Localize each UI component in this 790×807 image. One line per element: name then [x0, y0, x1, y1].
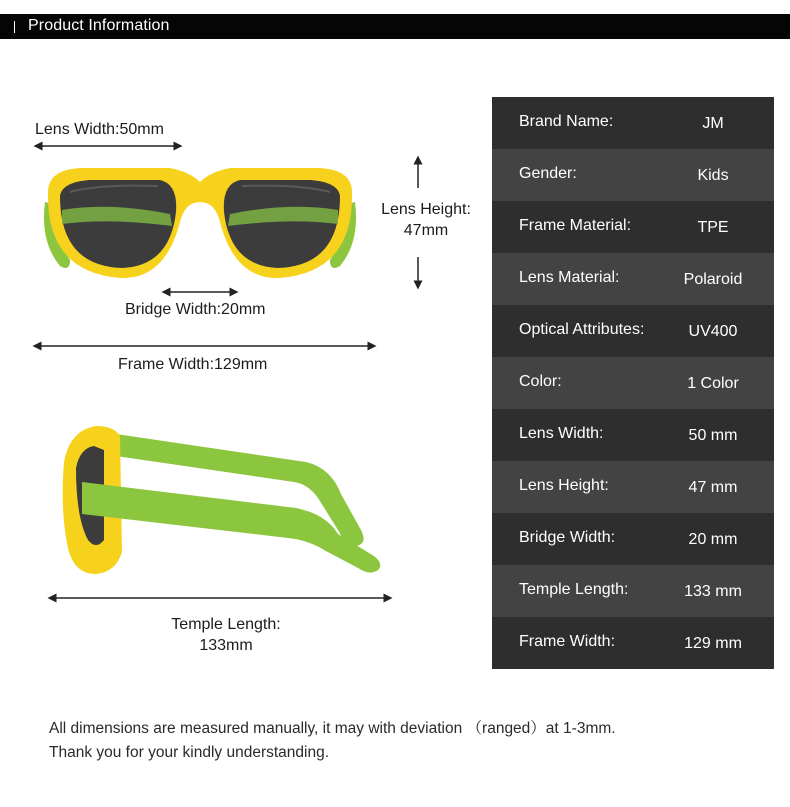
header-divider [14, 21, 15, 33]
spec-value: 129 mm [684, 635, 742, 652]
spec-row [492, 357, 774, 409]
spec-label: Lens Height: [519, 477, 609, 494]
section-header [0, 14, 790, 39]
spec-row [492, 409, 774, 461]
spec-value: UV400 [688, 323, 738, 340]
temple-length-label-line1: Temple Length: [171, 616, 281, 633]
spec-row [492, 149, 774, 201]
spec-row [492, 201, 774, 253]
spec-label: Frame Width: [519, 633, 616, 650]
spec-value: 133 mm [684, 583, 742, 600]
spec-value: 47 mm [688, 479, 738, 496]
spec-label: Temple Length: [519, 581, 629, 598]
frame-width-label: Frame Width:129mm [118, 356, 268, 373]
measurement-note: All dimensions are measured manually, it may with deviation （ranged）at 1-3mm. [49, 720, 616, 737]
temple-length-label [150, 616, 302, 655]
bridge-width-label: Bridge Width:20mm [125, 301, 266, 318]
spec-value: 50 mm [688, 427, 738, 444]
spec-value: Polaroid [683, 271, 743, 288]
spec-row [492, 513, 774, 565]
spec-label: Gender: [519, 165, 577, 182]
spec-value: TPE [697, 219, 729, 236]
lens-height-label-line2: 47mm [403, 222, 449, 239]
spec-label: Color: [519, 373, 562, 390]
spec-label: Lens Width: [519, 425, 604, 442]
spec-value: Kids [697, 167, 729, 184]
spec-row [492, 617, 774, 669]
spec-row [492, 253, 774, 305]
spec-row [492, 565, 774, 617]
section-title: Product Information [28, 17, 170, 34]
spec-label: Brand Name: [519, 113, 614, 130]
glasses-front-view [40, 162, 360, 282]
lens-width-label: Lens Width:50mm [35, 121, 164, 138]
spec-label: Optical Attributes: [519, 321, 645, 338]
spec-label: Lens Material: [519, 269, 620, 286]
spec-value: 20 mm [688, 531, 738, 548]
temple-length-label-line2: 133mm [199, 637, 253, 654]
spec-value: JM [702, 115, 724, 132]
glasses-side-view [56, 422, 386, 587]
spec-row [492, 97, 774, 149]
spec-table [492, 97, 774, 669]
spec-label: Frame Material: [519, 217, 632, 234]
spec-value: 1 Color [687, 375, 739, 392]
lens-height-label [370, 201, 482, 240]
spec-row [492, 305, 774, 357]
thanks-note: Thank you for your kindly understanding. [49, 744, 330, 761]
spec-row [492, 461, 774, 513]
lens-height-label-line1: Lens Height: [381, 201, 471, 218]
spec-label: Bridge Width: [519, 529, 616, 546]
